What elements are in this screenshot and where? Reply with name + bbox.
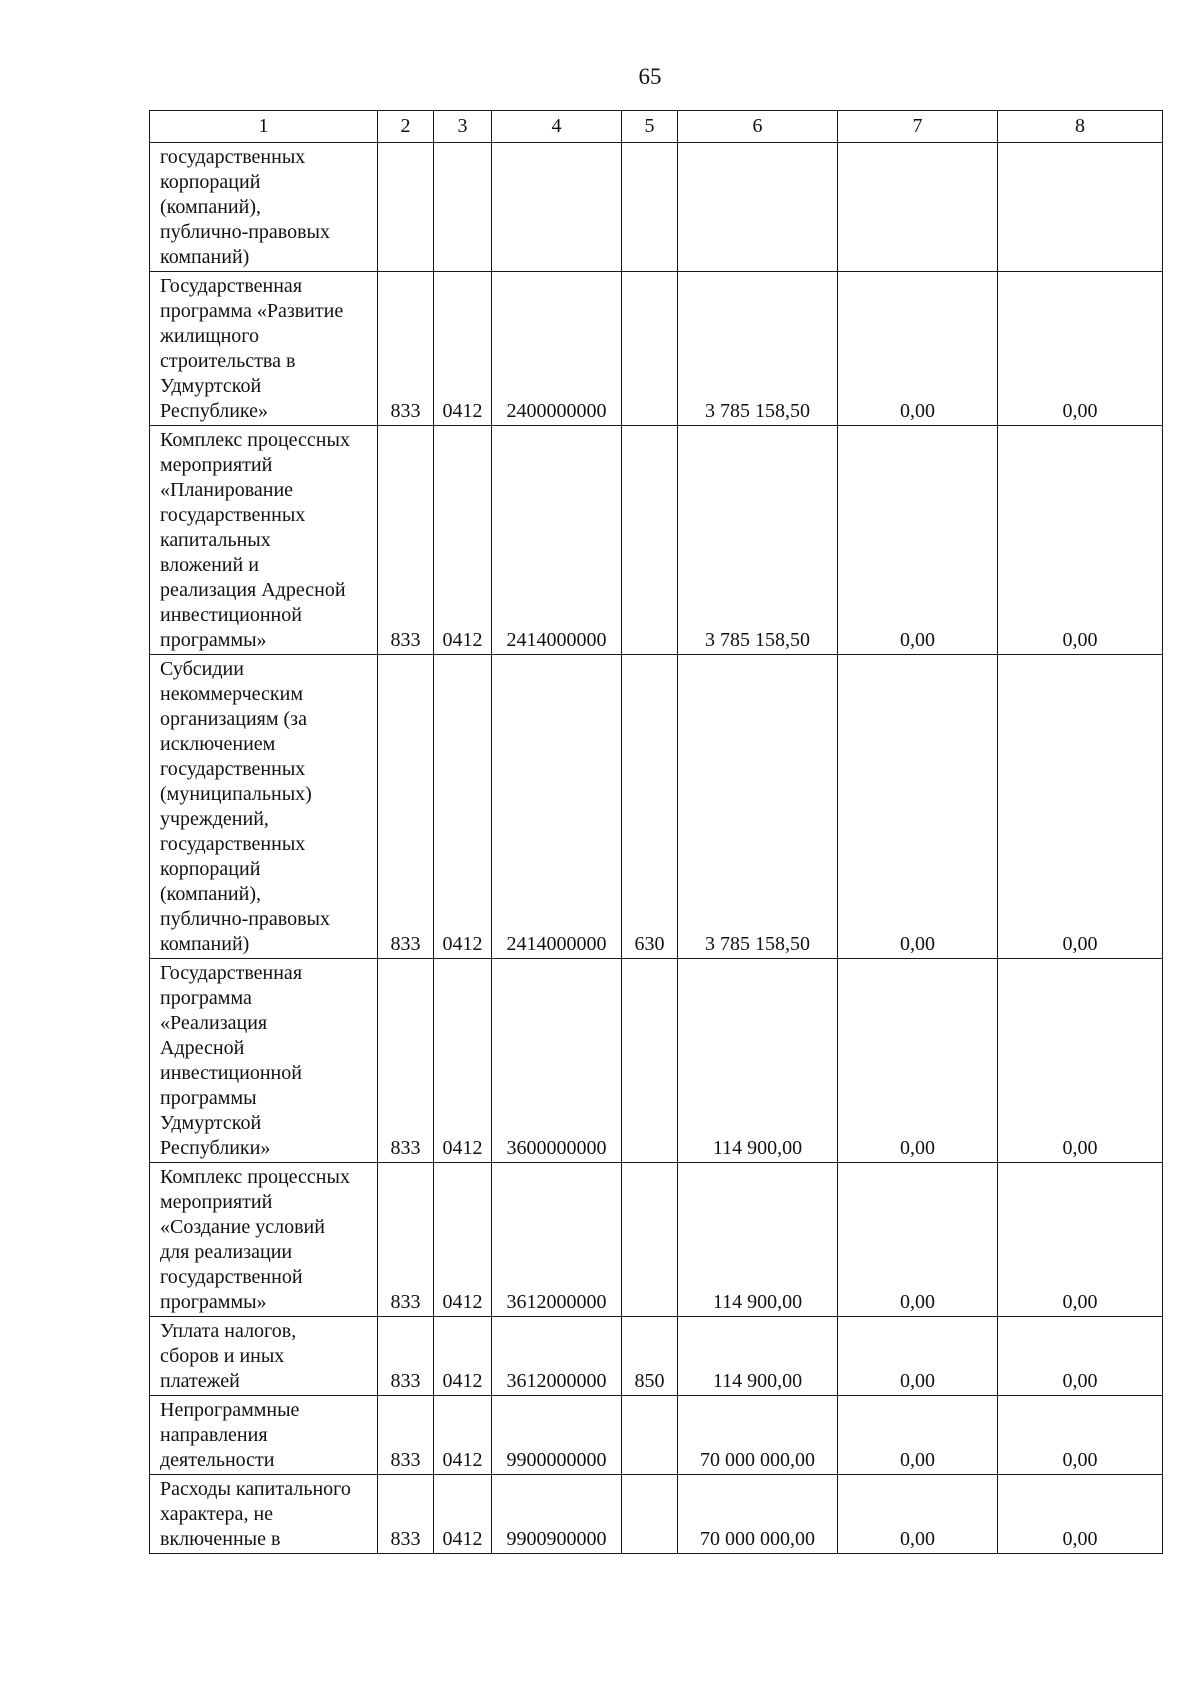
ministry-code: 833 [378,272,434,426]
column-header: 3 [434,111,492,143]
target-article-code: 3612000000 [492,1317,622,1396]
column-header: 8 [998,111,1163,143]
expense-type-code [622,959,678,1163]
table-row [150,1396,1163,1475]
table-row [150,143,1163,272]
expense-type-code: 850 [622,1317,678,1396]
amount-col7: 0,00 [838,1396,998,1475]
expense-type-code [622,1163,678,1317]
amount-col8: 0,00 [998,1396,1163,1475]
amount-col8: 0,00 [998,272,1163,426]
column-header: 2 [378,111,434,143]
amount-col7: 0,00 [838,959,998,1163]
column-header: 4 [492,111,622,143]
amount-col6: 114 900,00 [678,1163,838,1317]
section-code: 0412 [434,1163,492,1317]
amount-col6: 3 785 158,50 [678,272,838,426]
expense-name: Расходы капитального характера, не включенные в [150,1475,378,1554]
section-code: 0412 [434,655,492,959]
table-row [150,1475,1163,1554]
target-article-code: 3600000000 [492,959,622,1163]
expense-name: Непрограммные направления деятельности [150,1396,378,1475]
ministry-code: 833 [378,1317,434,1396]
expense-type-code [622,1475,678,1554]
expense-name: государственных корпораций (компаний), публично-правовых компаний) [150,143,378,272]
target-article-code: 2414000000 [492,426,622,655]
table-row [150,1317,1163,1396]
column-header: 7 [838,111,998,143]
expense-name: Уплата налогов, сборов и иных платежей [150,1317,378,1396]
ministry-code: 833 [378,959,434,1163]
section-code: 0412 [434,1317,492,1396]
expense-name: Комплекс процессных мероприятий «Создание условий для реализации государственной программы» [150,1163,378,1317]
table-header-row [150,111,1163,143]
amount-col8: 0,00 [998,1475,1163,1554]
amount-col6: 3 785 158,50 [678,426,838,655]
expense-type-code [622,272,678,426]
amount-col6: 114 900,00 [678,1317,838,1396]
target-article-code [492,143,622,272]
amount-col7: 0,00 [838,426,998,655]
amount-col7: 0,00 [838,1163,998,1317]
ministry-code: 833 [378,1163,434,1317]
amount-col7: 0,00 [838,655,998,959]
section-code [434,143,492,272]
ministry-code: 833 [378,655,434,959]
amount-col7: 0,00 [838,272,998,426]
expense-type-code [622,1396,678,1475]
ministry-code: 833 [378,1475,434,1554]
ministry-code: 833 [378,1396,434,1475]
amount-col7: 0,00 [838,1475,998,1554]
amount-col6: 70 000 000,00 [678,1475,838,1554]
expense-type-code [622,143,678,272]
amount-col6 [678,143,838,272]
amount-col6: 3 785 158,50 [678,655,838,959]
ministry-code: 833 [378,426,434,655]
section-code: 0412 [434,1475,492,1554]
expense-name: Субсидии некоммерческим организациям (за исключением государственных (муниципальных) учреждений, государственных корпораций (компаний), публично-правовых компаний) [150,655,378,959]
table-row [150,655,1163,959]
table-row [150,426,1163,655]
target-article-code: 9900900000 [492,1475,622,1554]
amount-col7 [838,143,998,272]
target-article-code: 2414000000 [492,655,622,959]
amount-col8: 0,00 [998,1163,1163,1317]
amount-col7: 0,00 [838,1317,998,1396]
table-row [150,959,1163,1163]
expense-name: Комплекс процессных мероприятий «Планирование государственных капитальных вложений и реализация Адресной инвестиционной программы» [150,426,378,655]
target-article-code: 2400000000 [492,272,622,426]
column-header: 6 [678,111,838,143]
expense-type-code: 630 [622,655,678,959]
expense-name: Государственная программа «Реализация Адресной инвестиционной программы Удмуртской Республики» [150,959,378,1163]
page-number: 65 [638,64,662,89]
target-article-code: 3612000000 [492,1163,622,1317]
target-article-code: 9900000000 [492,1396,622,1475]
ministry-code [378,143,434,272]
amount-col8: 0,00 [998,426,1163,655]
budget-table [149,110,1163,1554]
amount-col6: 114 900,00 [678,959,838,1163]
amount-col8: 0,00 [998,1317,1163,1396]
table-row [150,272,1163,426]
section-code: 0412 [434,272,492,426]
amount-col8 [998,143,1163,272]
column-header: 5 [622,111,678,143]
expense-name: Государственная программа «Развитие жилищного строительства в Удмуртской Республике» [150,272,378,426]
amount-col8: 0,00 [998,959,1163,1163]
section-code: 0412 [434,426,492,655]
expense-type-code [622,426,678,655]
section-code: 0412 [434,959,492,1163]
table-row [150,1163,1163,1317]
section-code: 0412 [434,1396,492,1475]
amount-col8: 0,00 [998,655,1163,959]
column-header: 1 [150,111,378,143]
amount-col6: 70 000 000,00 [678,1396,838,1475]
